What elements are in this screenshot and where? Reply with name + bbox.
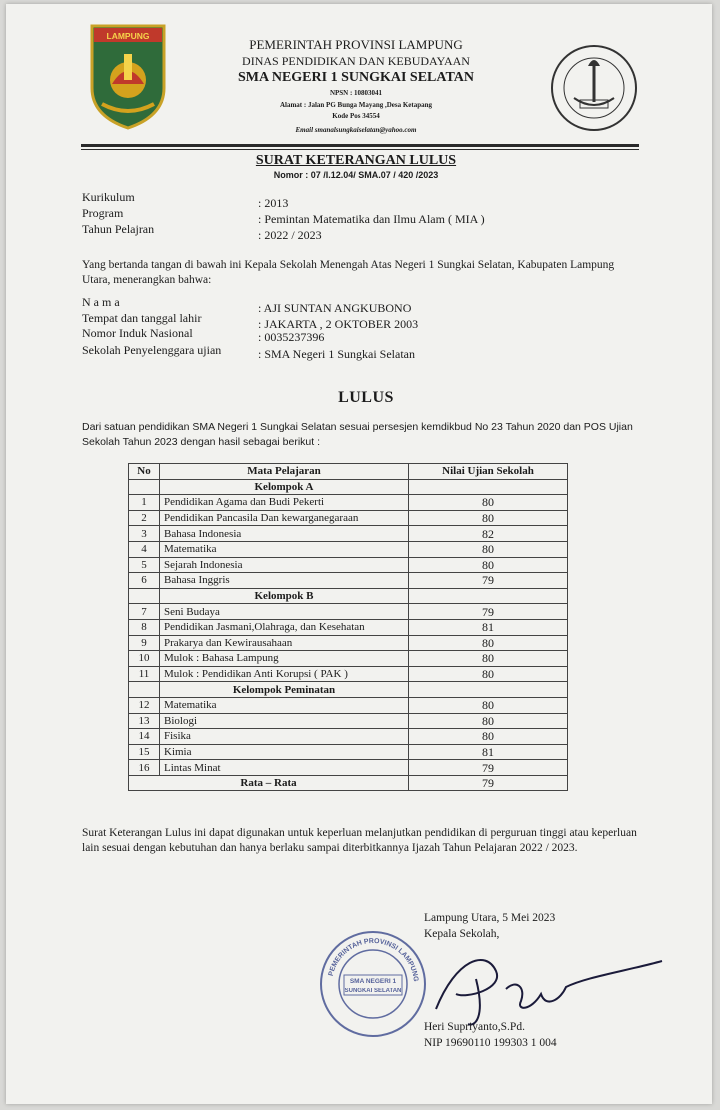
group-title: Kelompok B: [160, 588, 409, 604]
row-number: 4: [129, 541, 160, 557]
table-row: [129, 697, 568, 713]
info-value: : 2013: [258, 196, 289, 210]
table-row: [129, 651, 568, 667]
row-number: 8: [129, 619, 160, 635]
grades-table: [128, 463, 568, 791]
table-row: [129, 526, 568, 542]
column-header: No: [129, 464, 160, 480]
student-value: : JAKARTA , 2 OKTOBER 2003: [258, 317, 419, 331]
signer-role: Kepala Sekolah,: [424, 928, 500, 940]
result-heading: LULUS: [338, 389, 394, 406]
dept-name: DINAS PENDIDIKAN DAN KEBUDAYAAN: [242, 54, 470, 68]
row-number: 10: [129, 651, 160, 667]
column-header: Mata Pelajaran: [160, 464, 409, 480]
subject-score: 80: [409, 729, 568, 745]
table-row: [129, 713, 568, 729]
student-label: Tempat dan tanggal lahir: [82, 311, 202, 325]
student-value: : 0035237396: [258, 330, 325, 344]
student-value: : AJI SUNTAN ANGKUBONO: [258, 301, 412, 315]
column-header: Nilai Ujian Sekolah: [409, 464, 568, 480]
row-number: 11: [129, 666, 160, 682]
subject-score: 80: [409, 495, 568, 511]
subject-name: Bahasa Inggris: [160, 573, 409, 589]
table-row: [129, 495, 568, 511]
closing-paragraph: Surat Keterangan Lulus ini dapat digunakan untuk keperluan melanjutkan pendidikan di perguruan tinggi atau keperluan lain sesuai dengan kebutuhan dan hanya berlaku sampai diterbitkannya Ijazah Tahun Pelajaran 2022 / 2023.: [82, 827, 637, 854]
subject-score: 79: [409, 604, 568, 620]
basis-paragraph: Dari satuan pendidikan SMA Negeri 1 Sungkai Selatan sesuai persesjen kemdikbud No 23 Tahun 2020 dan POS Ujian Sekolah Tahun 2023 dengan hasil sebagai berikut :: [82, 421, 633, 448]
handwritten-signature: [416, 949, 666, 1029]
student-label: Sekolah Penyelenggara ujian: [82, 343, 222, 357]
subject-name: Mulok : Pendidikan Anti Korupsi ( PAK ): [160, 666, 409, 682]
row-number: 1: [129, 495, 160, 511]
subject-score: 80: [409, 713, 568, 729]
subject-score: 80: [409, 510, 568, 526]
row-number: 6: [129, 573, 160, 589]
table-row: [129, 744, 568, 760]
subject-name: Fisika: [160, 729, 409, 745]
row-number: 16: [129, 760, 160, 776]
group-title: Kelompok Peminatan: [160, 682, 409, 698]
subject-name: Mulok : Bahasa Lampung: [160, 651, 409, 667]
group-row: [129, 682, 568, 698]
info-label: Kurikulum: [82, 190, 135, 204]
school-logo: [544, 42, 644, 134]
table-row: [129, 510, 568, 526]
place-date: Lampung Utara, 5 Mei 2023: [424, 912, 556, 924]
svg-text:SUNGKAI SELATAN: SUNGKAI SELATAN: [344, 988, 402, 994]
student-label: N a m a: [82, 295, 120, 309]
subject-score: 80: [409, 666, 568, 682]
student-value: : SMA Negeri 1 Sungkai Selatan: [258, 347, 415, 361]
row-number: 15: [129, 744, 160, 760]
postcode: Kode Pos 34554: [332, 112, 380, 120]
row-number: 14: [129, 729, 160, 745]
svg-text:SMA NEGERI 1: SMA NEGERI 1: [349, 978, 397, 985]
subject-score: 80: [409, 635, 568, 651]
intro-paragraph: Yang bertanda tangan di bawah ini Kepala Sekolah Menengah Atas Negeri 1 Sungkai Selatan, Kabupaten Lampung Utara, menerangkan bahwa:: [82, 259, 615, 286]
subject-score: 79: [409, 760, 568, 776]
gov-name: PEMERINTAH PROVINSI LAMPUNG: [249, 37, 463, 52]
average-row: [129, 775, 568, 791]
subject-name: Pendidikan Pancasila Dan kewarganegaraan: [160, 510, 409, 526]
table-row: [129, 729, 568, 745]
row-number: 3: [129, 526, 160, 542]
group-row: [129, 588, 568, 604]
school-address: Alamat : Jalan PG Bunga Mayang ,Desa Ketapang: [279, 101, 433, 109]
table-row: [129, 619, 568, 635]
subject-score: 79: [409, 573, 568, 589]
signer-nip: NIP 19690110 199303 1 004: [424, 1037, 557, 1049]
subject-score: 80: [409, 541, 568, 557]
row-number: 5: [129, 557, 160, 573]
subject-name: Bahasa Indonesia: [160, 526, 409, 542]
group-title: Kelompok A: [160, 479, 409, 495]
subject-name: Prakarya dan Kewirausahaan: [160, 635, 409, 651]
school-stamp: [318, 929, 428, 1039]
row-number: 13: [129, 713, 160, 729]
average-value: 79: [409, 775, 568, 791]
subject-score: 80: [409, 651, 568, 667]
subject-name: Kimia: [160, 744, 409, 760]
subject-name: Pendidikan Agama dan Budi Pekerti: [160, 495, 409, 511]
npsn: NPSN : 10803041: [329, 89, 383, 97]
average-label: Rata – Rata: [129, 775, 409, 791]
info-value: : 2022 / 2023: [258, 228, 322, 242]
school-name: SMA NEGERI 1 SUNGKAI SELATAN: [238, 70, 474, 85]
header-rule: [81, 144, 639, 147]
subject-name: Biologi: [160, 713, 409, 729]
subject-score: 81: [409, 744, 568, 760]
subject-name: Pendidikan Jasmani,Olahraga, dan Kesehatan: [160, 619, 409, 635]
school-email: Email smanalsungkaiselatan@yahoo.com: [295, 126, 417, 134]
subject-name: Matematika: [160, 697, 409, 713]
group-row: [129, 479, 568, 495]
subject-name: Lintas Minat: [160, 760, 409, 776]
info-label: Tahun Pelajran: [82, 222, 155, 236]
table-row: [129, 557, 568, 573]
subject-name: Matematika: [160, 541, 409, 557]
table-row: [129, 573, 568, 589]
row-number: 7: [129, 604, 160, 620]
svg-text:LAMPUNG: LAMPUNG: [106, 31, 150, 41]
subject-name: Seni Budaya: [160, 604, 409, 620]
header-rule-thin: [81, 149, 639, 150]
subject-name: Sejarah Indonesia: [160, 557, 409, 573]
table-row: [129, 666, 568, 682]
table-row: [129, 760, 568, 776]
document-number: Nomor : 07 /I.12.04/ SMA.07 / 420 /2023: [273, 170, 439, 180]
lampung-province-logo: [84, 18, 172, 130]
document-page: [6, 4, 712, 1104]
row-number: 12: [129, 697, 160, 713]
student-label: Nomor Induk Nasional: [82, 326, 193, 340]
info-label: Program: [82, 206, 124, 220]
subject-score: 81: [409, 619, 568, 635]
table-row: [129, 541, 568, 557]
table-row: [129, 604, 568, 620]
table-row: [129, 635, 568, 651]
info-value: : Pemintan Matematika dan Ilmu Alam ( MIA ): [258, 212, 485, 226]
stamp-outer-text: PEMERINTAH PROVINSI LAMPUNG: [327, 937, 419, 983]
row-number: 9: [129, 635, 160, 651]
table-header-row: [129, 464, 568, 480]
subject-score: 82: [409, 526, 568, 542]
subject-score: 80: [409, 697, 568, 713]
signer-name: Heri Supriyanto,S.Pd.: [424, 1021, 525, 1033]
document-title: SURAT KETERANGAN LULUS: [255, 153, 457, 168]
row-number: 2: [129, 510, 160, 526]
subject-score: 80: [409, 557, 568, 573]
